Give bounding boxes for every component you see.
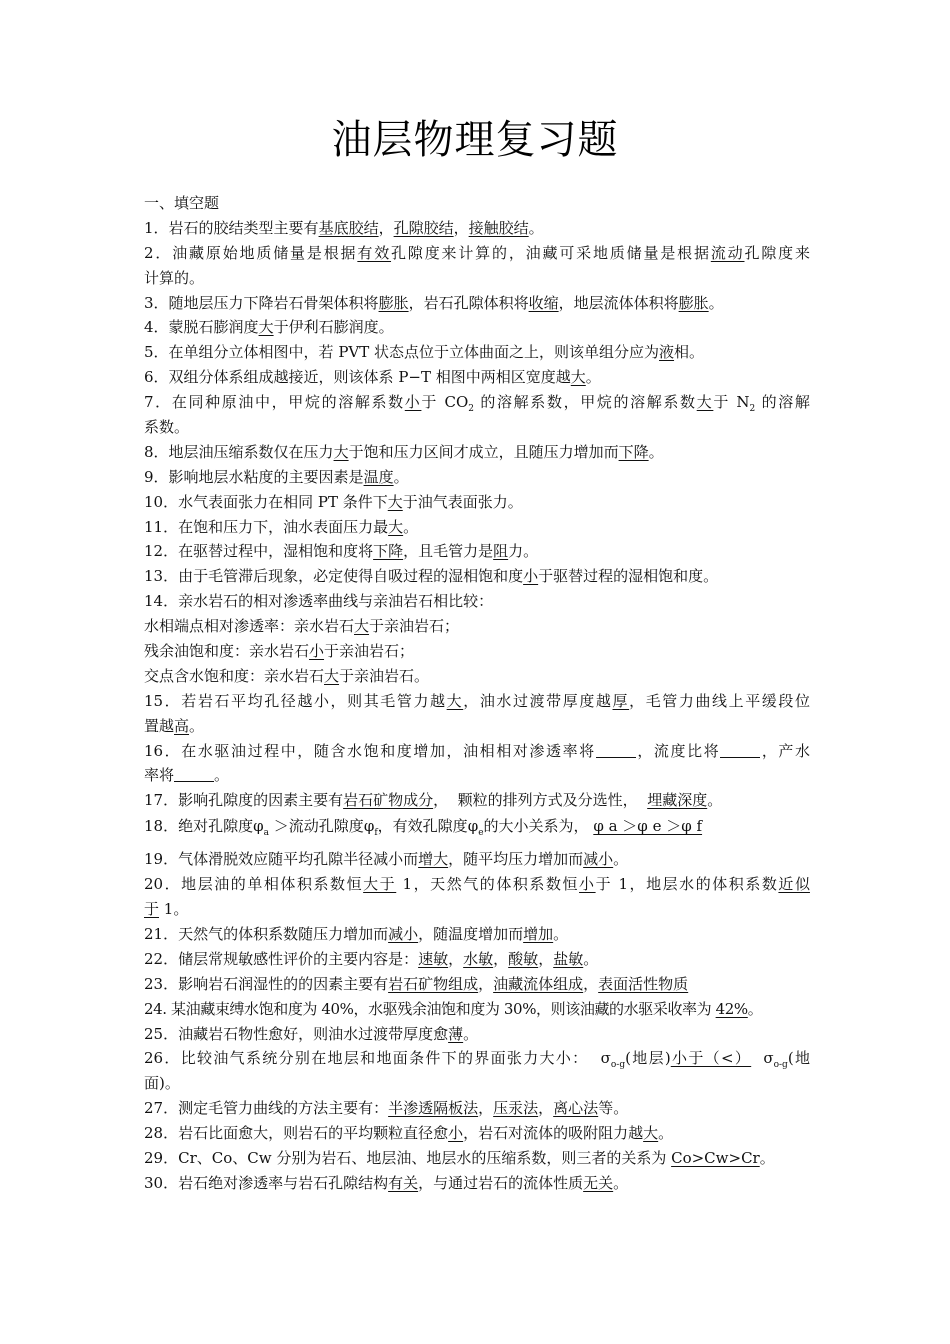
question-16-cont: 率将 。 (144, 766, 230, 785)
question-23: 23．影响岩石润湿性的的因素主要有岩石矿物组成，油藏流体组成，表面活性物质 (144, 974, 689, 993)
question-2: 2．油藏原始地质储量是根据有效孔隙度来计算的，油藏可采地质储量是根据流动孔隙度来 (144, 243, 810, 262)
page-title: 油层物理复习题 (331, 117, 619, 163)
question-29: 29．Cr、Co、Cw 分别为岩石、地层油、地层水的压缩系数，则三者的关系为 Co>Cw>Cr。 (144, 1148, 775, 1167)
answer-blank (720, 743, 760, 758)
section-heading: 一、填空题 (144, 194, 220, 212)
answer-blank (596, 743, 636, 758)
question-6: 6．双组分体系组成越接近，则该体系 P−T 相图中两相区宽度越大。 (144, 368, 601, 387)
question-15: 15．若岩石平均孔径越小，则其毛管力越大，油水过渡带厚度越厚，毛管力曲线上平缓段位 (144, 691, 810, 710)
question-10: 10．水气表面张力在相同 PT 条件下大于油气表面张力。 (144, 492, 523, 511)
question-12: 12．在驱替过程中，湿相饱和度将下降，且毛管力是阻力。 (144, 542, 539, 561)
question-13: 13．由于毛管滞后现象，必定使得自吸过程的湿相饱和度小于驱替过程的湿相饱和度。 (144, 567, 719, 586)
question-17: 17．影响孔隙度的因素主要有岩石矿物成分， 颗粒的排列方式及分选性， 埋藏深度。 (144, 791, 723, 810)
question-list (144, 191, 810, 1196)
question-24: 24. 某油藏束缚水饱和度为 40%，水驱残余油饱和度为 30%，则该油藏的水驱采收率为 42%。 (144, 999, 763, 1018)
question-4: 4．蒙脱石膨润度大于伊利石膨润度。 (144, 318, 394, 337)
question-26-cont: 面)。 (144, 1074, 180, 1093)
question-9: 9．影响地层水粘度的主要因素是温度。 (144, 467, 409, 486)
question-1: 1．岩石的胶结类型主要有基底胶结，孔隙胶结，接触胶结。 (144, 218, 544, 237)
question-11: 11．在饱和压力下，油水表面压力最大。 (144, 517, 419, 536)
question-21: 21．天然气的体积系数随压力增加而减小，随温度增加而增加。 (144, 924, 569, 943)
question-14: 14．亲水岩石的相对渗透率曲线与亲油岩石相比较： (144, 592, 494, 611)
question-7: 7．在同种原油中，甲烷的溶解系数小于 $CO_2$ 的溶解系数，甲烷的溶解系数大于 $N_2$ 的溶解 (144, 393, 810, 415)
question-8: 8．地层油压缩系数仅在压力大于饱和压力区间才成立，且随压力增加而下降。 (144, 442, 664, 461)
question-2-cont: 计算的。 (144, 268, 205, 287)
question-14-line-2: 残余油饱和度：亲水岩石小于亲油岩石； (144, 642, 415, 661)
question-22: 22．储层常规敏感性评价的主要内容是：速敏，水敏，酸敏，盐敏。 (144, 949, 599, 968)
question-25: 25．油藏岩石物性愈好，则油水过渡带厚度愈薄。 (144, 1024, 479, 1043)
question-26: 26．比较油气系统分别在地层和地面条件下的界面张力大小： $\sigma_{o-g}$(地层)小于（<） $\sigma_{o-g}$(地 (144, 1049, 810, 1071)
answer-blank (174, 767, 214, 782)
question-16: 16．在水驱油过程中，随含水饱和度增加，油相相对渗透率将 ，流度比将 ，产水 (144, 741, 810, 760)
question-5: 5．在单组分立体相图中，若 PVT 状态点位于立体曲面之上，则该单组分应为液相。 (144, 343, 705, 362)
question-14-line-1: 水相端点相对渗透率：亲水岩石大于亲油岩石； (144, 617, 460, 636)
question-30: 30．岩石绝对渗透率与岩石孔隙结构有关，与通过岩石的流体性质无关。 (144, 1173, 629, 1192)
question-19: 19．气体滑脱效应随平均孔隙半径减小而增大，随平均压力增加而减小。 (144, 850, 629, 869)
question-20-cont: 于 1。 (144, 900, 189, 919)
question-15-cont: 置越高。 (144, 716, 205, 735)
question-20: 20．地层油的单相体积系数恒大于 1，天然气的体积系数恒小于 1，地层水的体积系数近似 (144, 875, 810, 894)
question-18: 18．绝对孔隙度$\varphi_a$ ＞流动孔隙度$\varphi_f$，有效孔隙度$\varphi_e$的大小关系为， φ a ＞φ e ＞φ f (144, 817, 703, 839)
question-28: 28．岩石比面愈大，则岩石的平均颗粒直径愈小，岩石对流体的吸附阻力越大。 (144, 1124, 674, 1143)
question-27: 27．测定毛管力曲线的方法主要有：半渗透隔板法，压汞法，离心法等。 (144, 1099, 629, 1118)
question-3: 3．随地层压力下降岩石骨架体积将膨胀，岩石孔隙体积将收缩，地层流体体积将膨胀。 (144, 293, 724, 312)
question-7-cont: 系数。 (144, 418, 190, 437)
question-14-line-3: 交点含水饱和度：亲水岩石大于亲油岩石。 (144, 666, 430, 685)
